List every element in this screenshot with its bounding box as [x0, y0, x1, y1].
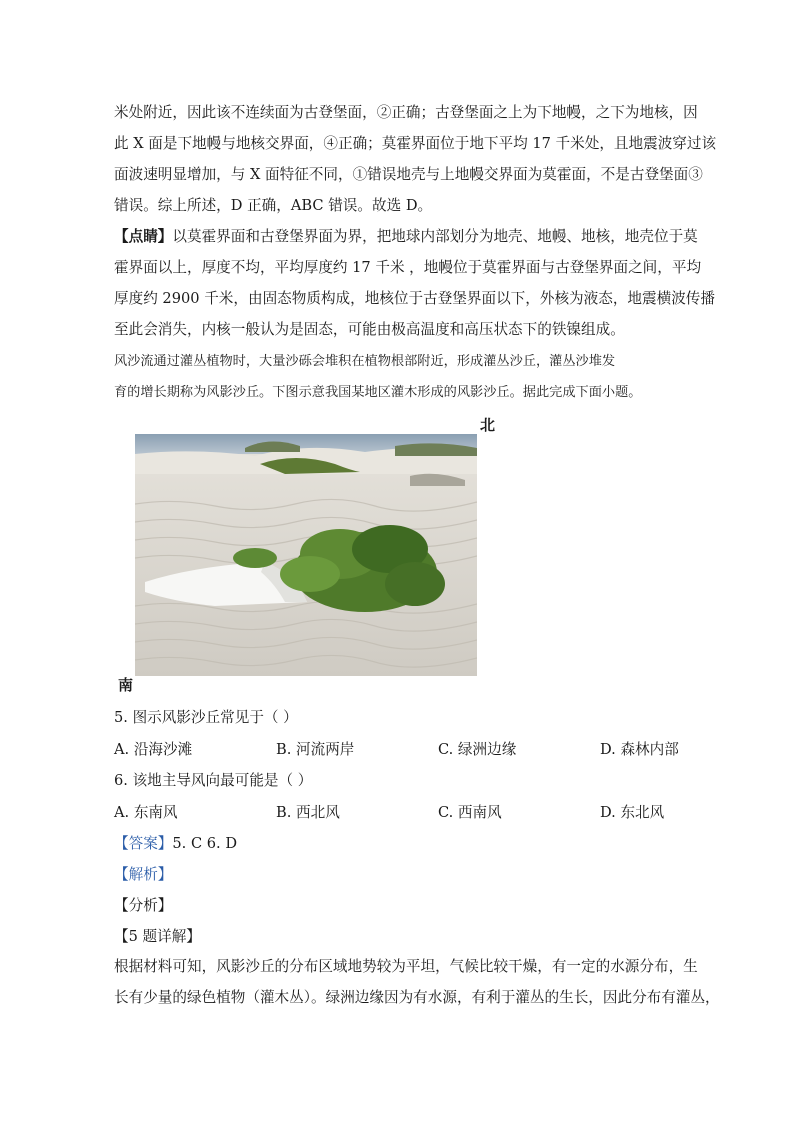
text-line: 长有少量的绿色植物（灌木丛）。绿洲边缘因为有水源，有利于灌丛的生长，因此分布有灌丛， — [114, 989, 720, 1006]
text-line: 米处附近，因此该不连续面为古登堡面，②正确；古登堡面之上为下地幔，之下为地核，因 — [114, 104, 698, 121]
detail-paragraph — [114, 951, 720, 1013]
analysis-heading: 【解析】 — [114, 866, 173, 883]
text-line: 面波速明显增加，与 X 面特征不同，①错误地壳与上地幔交界面为莫霍面，不是古登堡面③ — [114, 166, 703, 183]
note-tag: 【点睛】 — [114, 228, 173, 245]
answer-text: 5. C 6. D — [172, 835, 238, 852]
text-line: 风沙流通过灌丛植物时，大量沙砾会堆积在植物根部附近，形成灌丛沙丘，灌丛沙堆发 — [114, 354, 616, 369]
text-line: 厚度约 2900 千米，由固态物质构成，地核位于古登堡界面以下，外核为液态，地震横波传播 — [114, 290, 715, 307]
text-line: 育的增长期称为风影沙丘。下图示意我国某地区灌木形成的风影沙丘。据此完成下面小题。 — [114, 385, 642, 400]
detail-5-heading: 【5 题详解】 — [114, 928, 201, 945]
dune-photo-illustration — [135, 434, 477, 676]
south-label: 南 — [118, 676, 134, 694]
north-label: 北 — [480, 416, 496, 434]
note-paragraph — [114, 221, 715, 345]
q6-option-c: C. 西南风 — [438, 804, 502, 821]
q6-option-b: B. 西北风 — [276, 804, 340, 821]
text-line: 错误。综上所述，D 正确，ABC 错误。故选 D。 — [114, 197, 433, 214]
text-line: 根据材料可知，风影沙丘的分布区域地势较为平坦，气候比较干燥，有一定的水源分布，生 — [114, 958, 698, 975]
fenxi-heading: 【分析】 — [114, 897, 173, 914]
q6-option-a: A. 东南风 — [114, 804, 178, 821]
note-text: 以莫霍界面和古登堡界面为界，把地球内部划分为地壳、地幔、地核，地壳位于莫 — [172, 228, 698, 245]
question-6-stem: 6. 该地主导风向最可能是（ ） — [114, 772, 313, 789]
answer-tag: 【答案】 — [114, 835, 173, 852]
q6-option-d: D. 东北风 — [600, 804, 665, 821]
answer-line — [114, 832, 237, 853]
q5-option-a: A. 沿海沙滩 — [114, 741, 193, 758]
q5-option-b: B. 河流两岸 — [276, 741, 355, 758]
text-line: 至此会消失，内核一般认为是固态，可能由极高温度和高压状态下的铁镍组成。 — [114, 321, 625, 338]
q5-option-c: C. 绿洲边缘 — [438, 741, 517, 758]
continuation-paragraph — [114, 97, 717, 221]
text-line: 此 X 面是下地幔与地核交界面，④正确；莫霍界面位于地下平均 17 千米处，且地震波穿过该 — [114, 135, 717, 152]
question-intro — [114, 346, 694, 408]
text-line — [114, 221, 698, 252]
question-5-stem: 5. 图示风影沙丘常见于（ ） — [114, 709, 298, 726]
text-line: 霍界面以上，厚度不均，平均厚度约 17 千米 ，地幔位于莫霍界面与古登堡界面之间，平均 — [114, 259, 702, 276]
q5-option-d: D. 森林内部 — [600, 741, 679, 758]
dune-photo — [135, 434, 477, 676]
